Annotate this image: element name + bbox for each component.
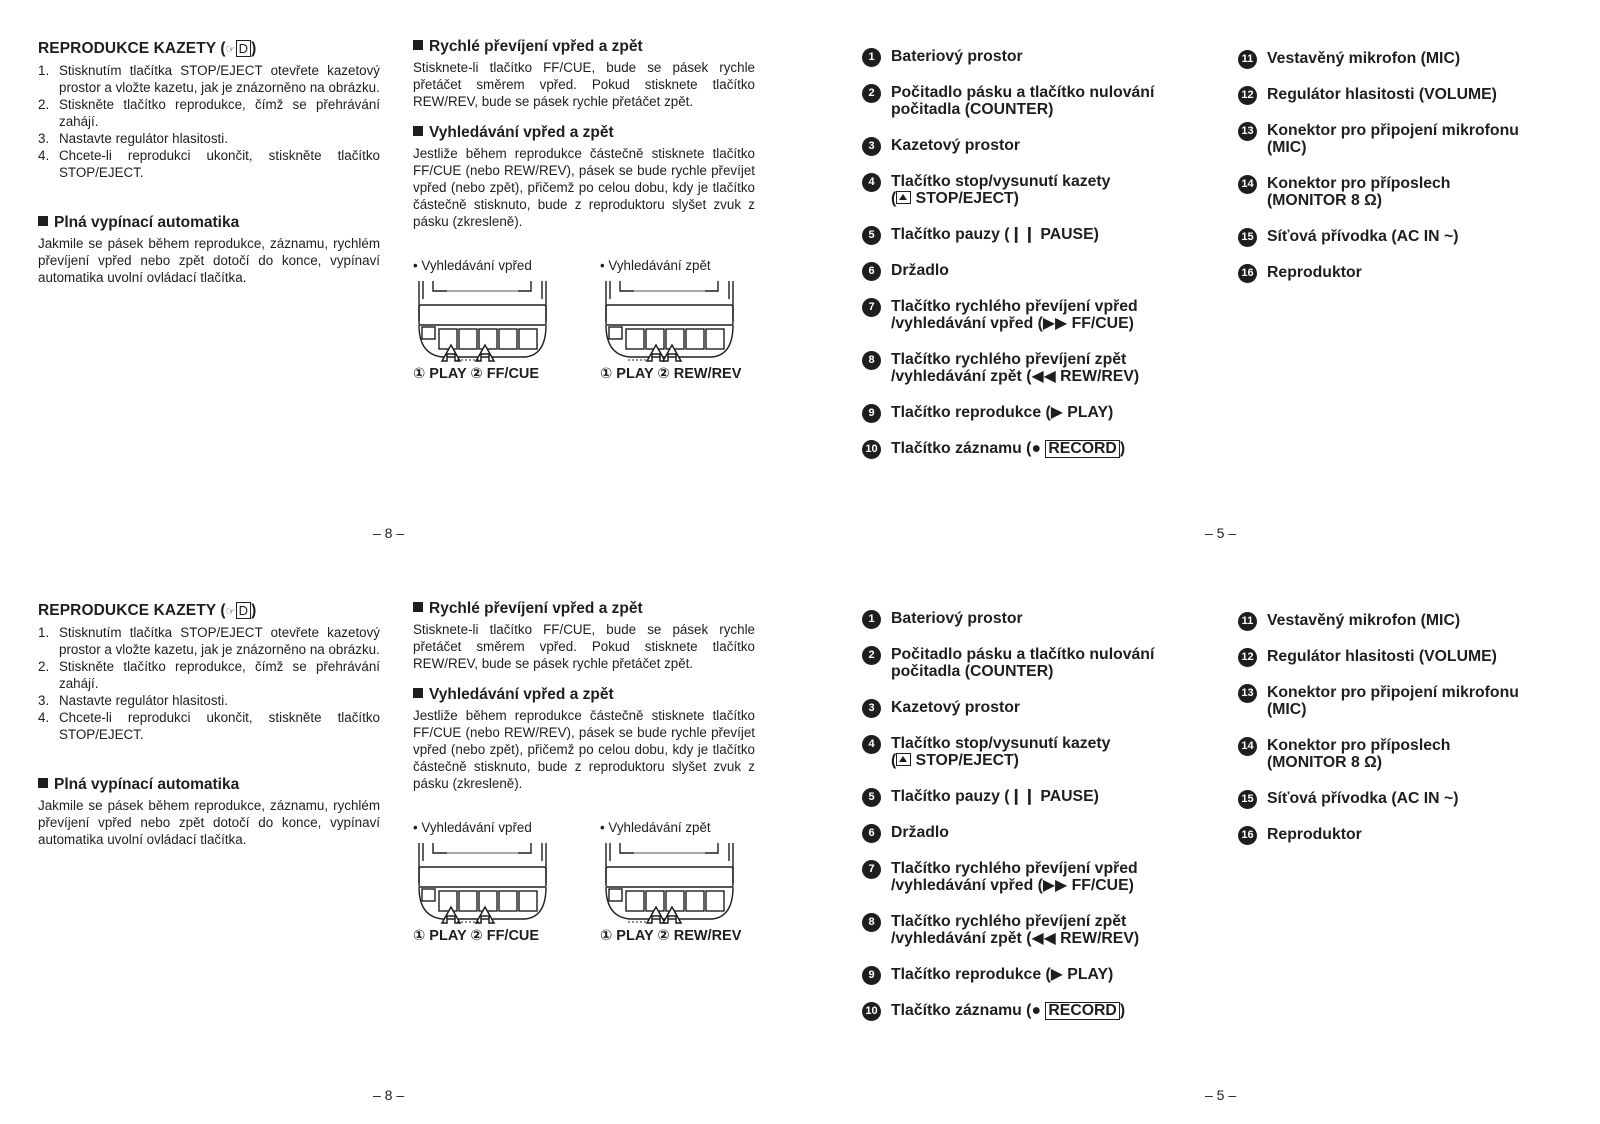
figure-caption-top: • Vyhledávání zpět bbox=[600, 258, 711, 273]
list-item: 4. Chcete-li reprodukci ukončit, stiskněte tlačítko STOP/EJECT. bbox=[38, 148, 380, 180]
auto-stop-heading: Plná vypínací automatika bbox=[38, 776, 380, 794]
number-badge: 14 bbox=[1238, 737, 1257, 756]
playback-column bbox=[38, 602, 380, 848]
figure-caption-bottom: ① PLAY ② REW/REV bbox=[600, 366, 742, 382]
list-item: 4. Chcete-li reprodukci ukončit, stiskněte tlačítko STOP/EJECT. bbox=[38, 710, 380, 742]
number-badge: 2 bbox=[862, 84, 881, 103]
search-figures bbox=[413, 820, 755, 950]
list-item: 5 Tlačítko pauzy (❙❙ PAUSE) bbox=[862, 226, 1202, 243]
number-badge: 4 bbox=[862, 173, 881, 192]
list-item: 10 Tlačítko záznamu (● RECORD ) bbox=[862, 1002, 1202, 1020]
figure-reference-box: D bbox=[236, 40, 252, 57]
list-item: 15 Síťová přívodka (AC IN ~) bbox=[1238, 790, 1568, 807]
fast-wind-column bbox=[413, 600, 755, 950]
page-number-right: – 5 – bbox=[1205, 525, 1237, 541]
search-figures bbox=[413, 258, 755, 388]
list-item: 15 Síťová přívodka (AC IN ~) bbox=[1238, 228, 1568, 245]
fast-wind-heading: Rychlé převíjení vpřed a zpět bbox=[413, 600, 755, 618]
list-item: 3. Nastavte regulátor hlasitosti. bbox=[38, 131, 228, 146]
list-item: 3 Kazetový prostor bbox=[862, 137, 1202, 154]
parts-list-left bbox=[862, 610, 1202, 1039]
search-heading: Vyhledávání vpřed a zpět bbox=[413, 686, 755, 704]
parts-list-right bbox=[1238, 612, 1568, 862]
cassette-deck-illustration bbox=[600, 843, 740, 925]
number-badge: 6 bbox=[862, 824, 881, 843]
square-bullet-icon bbox=[413, 602, 423, 612]
number-badge: 15 bbox=[1238, 790, 1257, 809]
list-item: 9 Tlačítko reprodukce (▶ PLAY) bbox=[862, 404, 1202, 421]
figure-reference-box: D bbox=[236, 602, 252, 619]
list-item: 6 Držadlo bbox=[862, 824, 1202, 841]
square-bullet-icon bbox=[38, 216, 48, 226]
auto-stop-heading: Plná vypínací automatika bbox=[38, 214, 380, 232]
fast-wind-text: Stisknete-li tlačítko FF/CUE, bude se pásek rychle přetáčet směrem vpřed. Pokud stisknete tlačítko REW/REV, bude se pásek rychle přetáčet zpět. bbox=[413, 60, 755, 109]
square-bullet-icon bbox=[413, 688, 423, 698]
list-item: 16 Reproduktor bbox=[1238, 264, 1568, 281]
figure-reverse-search bbox=[600, 258, 760, 382]
list-item: 3. Nastavte regulátor hlasitosti. bbox=[38, 693, 228, 708]
number-badge: 2 bbox=[862, 646, 881, 665]
playback-column bbox=[38, 40, 380, 286]
manual-spread-lower bbox=[0, 562, 1600, 1112]
playback-heading: REPRODUKCE KAZETY (☞ D ) bbox=[38, 40, 257, 57]
list-item: 8 Tlačítko rychlého převíjení zpět /vyhledávání zpět (◀◀ REW/REV) bbox=[862, 913, 1202, 947]
figure-forward-search bbox=[413, 820, 573, 944]
number-badge: 16 bbox=[1238, 826, 1257, 845]
number-badge: 7 bbox=[862, 860, 881, 879]
list-item: 13 Konektor pro připojení mikrofonu (MIC) bbox=[1238, 684, 1568, 718]
auto-stop-text: Jakmile se pásek během reprodukce, záznamu, rychlém převíjení vpřed nebo zpět dotočí do konce, vypínaví automatika uvolní ovládací tlačítka. bbox=[38, 798, 380, 847]
list-item: 2 Počitadlo pásku a tlačítko nulování počitadla (COUNTER) bbox=[862, 84, 1202, 118]
figure-reverse-search bbox=[600, 820, 760, 944]
record-label-box: RECORD bbox=[1045, 1002, 1119, 1020]
list-item: 12 Regulátor hlasitosti (VOLUME) bbox=[1238, 648, 1568, 665]
parts-list-left bbox=[862, 48, 1202, 477]
number-badge: 12 bbox=[1238, 648, 1257, 667]
number-badge: 8 bbox=[862, 351, 881, 370]
number-badge: 12 bbox=[1238, 86, 1257, 105]
figure-caption-bottom: ① PLAY ② FF/CUE bbox=[413, 928, 540, 944]
figure-caption-top: • Vyhledávání zpět bbox=[600, 820, 711, 835]
number-badge: 10 bbox=[862, 1002, 881, 1021]
cassette-deck-illustration bbox=[413, 843, 553, 925]
search-heading: Vyhledávání vpřed a zpět bbox=[413, 124, 755, 142]
list-item: 11 Vestavěný mikrofon (MIC) bbox=[1238, 612, 1568, 629]
list-item: 9 Tlačítko reprodukce (▶ PLAY) bbox=[862, 966, 1202, 983]
list-item: 1. Stisknutím tlačítka STOP/EJECT otevřete kazetový prostor a vložte kazetu, jak je znázorněno na obrázku. bbox=[38, 625, 380, 657]
list-item: 2 Počitadlo pásku a tlačítko nulování počitadla (COUNTER) bbox=[862, 646, 1202, 680]
figure-caption-bottom: ① PLAY ② REW/REV bbox=[600, 928, 742, 944]
list-item: 12 Regulátor hlasitosti (VOLUME) bbox=[1238, 86, 1568, 103]
manual-spread-upper bbox=[0, 0, 1600, 550]
number-badge: 5 bbox=[862, 788, 881, 807]
figure-caption-bottom: ① PLAY ② FF/CUE bbox=[413, 366, 540, 382]
number-badge: 5 bbox=[862, 226, 881, 245]
number-badge: 16 bbox=[1238, 264, 1257, 283]
list-item: 7 Tlačítko rychlého převíjení vpřed /vyhledávání vpřed (▶▶ FF/CUE) bbox=[862, 860, 1202, 894]
figure-forward-search bbox=[413, 258, 573, 382]
list-item: 1 Bateriový prostor bbox=[862, 48, 1202, 65]
number-badge: 7 bbox=[862, 298, 881, 317]
list-item: 2. Stiskněte tlačítko reprodukce, čímž se přehrávání zahájí. bbox=[38, 97, 380, 129]
number-badge: 1 bbox=[862, 48, 881, 67]
eject-icon bbox=[896, 191, 911, 204]
figure-caption-top: • Vyhledávání vpřed bbox=[413, 258, 532, 273]
list-item: 4 Tlačítko stop/vysunutí kazety ( STOP/EJECT) bbox=[862, 735, 1202, 769]
list-item: 8 Tlačítko rychlého převíjení zpět /vyhledávání zpět (◀◀ REW/REV) bbox=[862, 351, 1202, 385]
list-item: 7 Tlačítko rychlého převíjení vpřed /vyhledávání vpřed (▶▶ FF/CUE) bbox=[862, 298, 1202, 332]
number-badge: 9 bbox=[862, 404, 881, 423]
list-item: 13 Konektor pro připojení mikrofonu (MIC) bbox=[1238, 122, 1568, 156]
number-badge: 14 bbox=[1238, 175, 1257, 194]
figure-caption-top: • Vyhledávání vpřed bbox=[413, 820, 532, 835]
list-item: 10 Tlačítko záznamu (● RECORD ) bbox=[862, 440, 1202, 458]
number-badge: 3 bbox=[862, 137, 881, 156]
number-badge: 11 bbox=[1238, 50, 1257, 69]
reference-hand-icon: ☞ bbox=[225, 606, 236, 618]
list-item: 5 Tlačítko pauzy (❙❙ PAUSE) bbox=[862, 788, 1202, 805]
number-badge: 1 bbox=[862, 610, 881, 629]
reference-hand-icon: ☞ bbox=[225, 44, 236, 56]
list-item: 2. Stiskněte tlačítko reprodukce, čímž se přehrávání zahájí. bbox=[38, 659, 380, 691]
number-badge: 13 bbox=[1238, 684, 1257, 703]
number-badge: 15 bbox=[1238, 228, 1257, 247]
eject-icon bbox=[896, 753, 911, 766]
fast-wind-heading: Rychlé převíjení vpřed a zpět bbox=[413, 38, 755, 56]
list-item: 11 Vestavěný mikrofon (MIC) bbox=[1238, 50, 1568, 67]
cassette-deck-illustration bbox=[600, 281, 740, 363]
number-badge: 9 bbox=[862, 966, 881, 985]
number-badge: 8 bbox=[862, 913, 881, 932]
search-text: Jestliže během reprodukce částečně stisknete tlačítko FF/CUE (nebo REW/REV), pásek se bude rychle převíjet vpřed (nebo zpět), přičemž po celou dobu, kdy je tlačítko částečně stisknuto, bude z reproduktoru slyšet zvuk z pásku (zkresleně). bbox=[413, 708, 755, 791]
list-item: 1. Stisknutím tlačítka STOP/EJECT otevřete kazetový prostor a vložte kazetu, jak je znázorněno na obrázku. bbox=[38, 63, 380, 95]
fast-wind-column bbox=[413, 38, 755, 388]
list-item: 4 Tlačítko stop/vysunutí kazety ( STOP/EJECT) bbox=[862, 173, 1202, 207]
cassette-deck-illustration bbox=[413, 281, 553, 363]
record-label-box: RECORD bbox=[1045, 440, 1119, 458]
page-number-left: – 8 – bbox=[373, 525, 405, 541]
square-bullet-icon bbox=[413, 126, 423, 136]
square-bullet-icon bbox=[413, 40, 423, 50]
list-item: 1 Bateriový prostor bbox=[862, 610, 1202, 627]
page-number-left: – 8 – bbox=[373, 1087, 405, 1103]
playback-heading: REPRODUKCE KAZETY (☞ D ) bbox=[38, 602, 257, 619]
number-badge: 11 bbox=[1238, 612, 1257, 631]
page-number-right: – 5 – bbox=[1205, 1087, 1237, 1103]
number-badge: 13 bbox=[1238, 122, 1257, 141]
fast-wind-text: Stisknete-li tlačítko FF/CUE, bude se pásek rychle přetáčet směrem vpřed. Pokud stisknete tlačítko REW/REV, bude se pásek rychle přetáčet zpět. bbox=[413, 622, 755, 671]
playback-steps bbox=[38, 624, 380, 743]
number-badge: 3 bbox=[862, 699, 881, 718]
list-item: 16 Reproduktor bbox=[1238, 826, 1568, 843]
number-badge: 10 bbox=[862, 440, 881, 459]
list-item: 6 Držadlo bbox=[862, 262, 1202, 279]
playback-steps bbox=[38, 62, 380, 181]
number-badge: 4 bbox=[862, 735, 881, 754]
number-badge: 6 bbox=[862, 262, 881, 281]
square-bullet-icon bbox=[38, 778, 48, 788]
parts-list-right bbox=[1238, 50, 1568, 300]
search-text: Jestliže během reprodukce částečně stisknete tlačítko FF/CUE (nebo REW/REV), pásek se bude rychle převíjet vpřed (nebo zpět), přičemž po celou dobu, kdy je tlačítko částečně stisknuto, bude z reproduktoru slyšet zvuk z pásku (zkresleně). bbox=[413, 146, 755, 229]
list-item: 14 Konektor pro příposlech (MONITOR 8 Ω) bbox=[1238, 737, 1568, 771]
list-item: 3 Kazetový prostor bbox=[862, 699, 1202, 716]
auto-stop-text: Jakmile se pásek během reprodukce, záznamu, rychlém převíjení vpřed nebo zpět dotočí do konce, vypínaví automatika uvolní ovládací tlačítka. bbox=[38, 236, 380, 285]
list-item: 14 Konektor pro příposlech (MONITOR 8 Ω) bbox=[1238, 175, 1568, 209]
